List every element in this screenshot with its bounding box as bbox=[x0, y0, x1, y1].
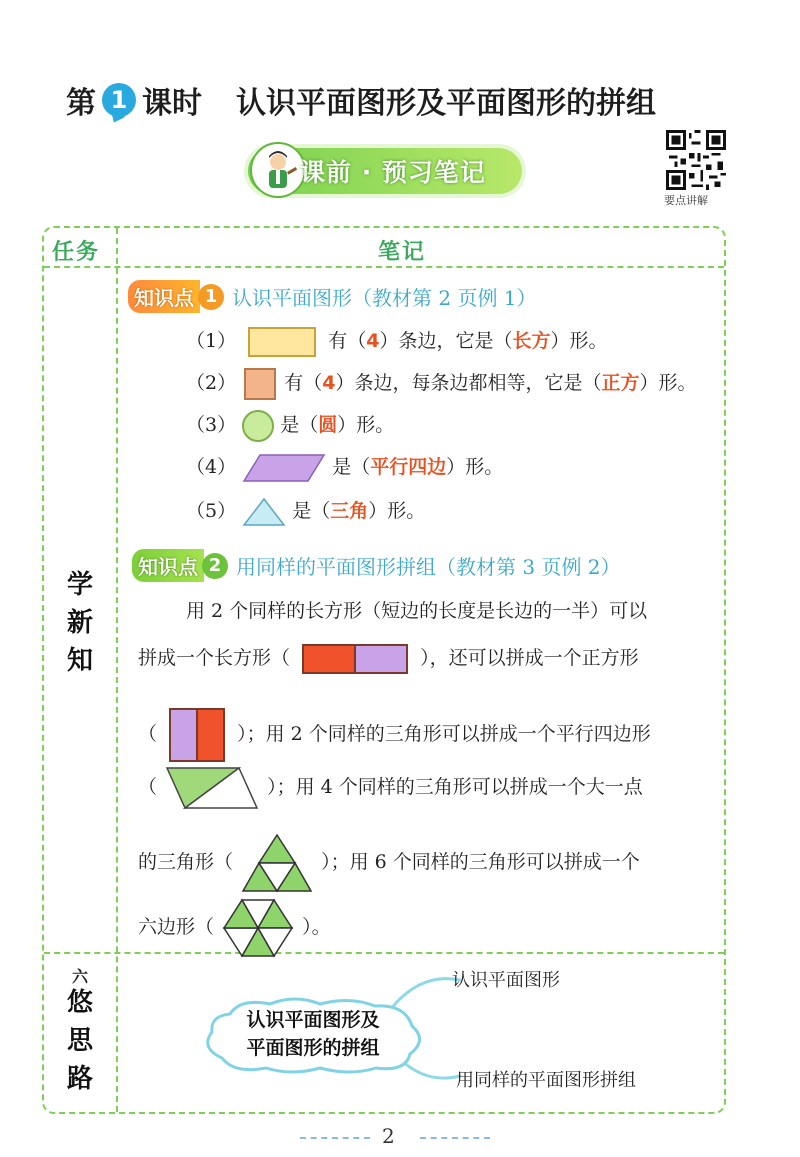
row2-label: 悠 思 路 bbox=[66, 988, 93, 1094]
circle-shape-icon bbox=[242, 410, 274, 442]
footer-line-right bbox=[420, 1137, 490, 1139]
kp2-number: 2 bbox=[202, 553, 228, 579]
kp2-para-line-5: 的三角形（ ）；用 6 个同样的三角形可以拼成一个 bbox=[138, 833, 640, 893]
col-task-header: 任务 bbox=[52, 240, 101, 265]
two-rectangles-long-shape bbox=[302, 644, 408, 674]
lesson-title bbox=[66, 78, 656, 122]
kp2-para-line-3: （ ）；用 2 个同样的三角形可以拼成一个平行四边形 bbox=[138, 708, 651, 762]
kp1-title: 认识平面图形（教材第 2 页例 1） bbox=[232, 286, 537, 310]
kp2-badge: 知识点 bbox=[132, 549, 204, 582]
mindmap-center-text: 认识平面图形及 平面图形的拼组 bbox=[246, 1009, 380, 1059]
kp2-para-line-2: 拼成一个长方形（ ），还可以拼成一个正方形 bbox=[138, 643, 639, 674]
kp2-title: 用同样的平面图形拼组（教材第 3 页例 2） bbox=[236, 555, 621, 579]
mindmap-branch-2: 用同样的平面图形拼组 bbox=[456, 1070, 636, 1091]
page-number: 2 bbox=[382, 1124, 395, 1148]
column-divider bbox=[116, 228, 118, 1112]
banner-text: 课前 · 预习笔记 bbox=[300, 158, 486, 187]
kp1-item-1: （1） 有（4）条边，它是（长方）形。 bbox=[186, 326, 607, 357]
qr-code-icon[interactable] bbox=[666, 130, 726, 190]
col-notes-header: 笔记 bbox=[378, 240, 427, 265]
title-mid: 课时 bbox=[142, 86, 202, 121]
kp1-number: 1 bbox=[198, 284, 224, 310]
header-divider bbox=[44, 266, 724, 268]
row1-label: 学 新 知 bbox=[66, 570, 93, 676]
six-triangles-hexagon-shape bbox=[222, 898, 294, 958]
kp1-item-5: （5） 是（三角）形。 bbox=[186, 496, 425, 527]
kp1-badge: 知识点 bbox=[128, 280, 200, 313]
two-rectangles-square-shape bbox=[169, 708, 225, 762]
title-prefix: 第 bbox=[66, 86, 96, 121]
kp2-para-line-4: （ ）；用 4 个同样的三角形可以拼成一个大一点 bbox=[138, 766, 643, 810]
mindmap-branch-1: 认识平面图形 bbox=[452, 970, 560, 991]
triangle-shape-icon bbox=[242, 497, 286, 527]
row2-label-small: 六 bbox=[72, 967, 89, 986]
four-triangles-shape bbox=[241, 833, 313, 893]
qr-label: 要点讲解 bbox=[664, 194, 708, 207]
two-triangles-parallelogram-shape bbox=[165, 766, 259, 810]
kp1-item-4: （4） 是（平行四边）形。 bbox=[186, 452, 503, 483]
kp2-para-line-6: 六边形（ ）。 bbox=[138, 898, 331, 958]
kp1-item-2: （2） 有（4）条边，每条边都相等，它是（正方）形。 bbox=[186, 368, 696, 400]
title-main: 认识平面图形及平面图形的拼组 bbox=[236, 86, 656, 121]
rectangle-shape-icon bbox=[248, 327, 316, 357]
teacher-mascot-icon bbox=[250, 142, 306, 198]
kp1-item-3: （3） 是（圆）形。 bbox=[186, 410, 394, 442]
square-shape-icon bbox=[244, 368, 276, 400]
kp2-para-line-1: 用 2 个同样的长方形（短边的长度是长边的一半）可以 bbox=[186, 600, 648, 622]
kp1-heading bbox=[128, 280, 537, 313]
kp2-heading bbox=[132, 549, 621, 582]
lesson-number-badge: 1 bbox=[102, 83, 136, 117]
footer-line-left bbox=[300, 1137, 370, 1139]
parallelogram-shape-icon bbox=[242, 453, 326, 483]
